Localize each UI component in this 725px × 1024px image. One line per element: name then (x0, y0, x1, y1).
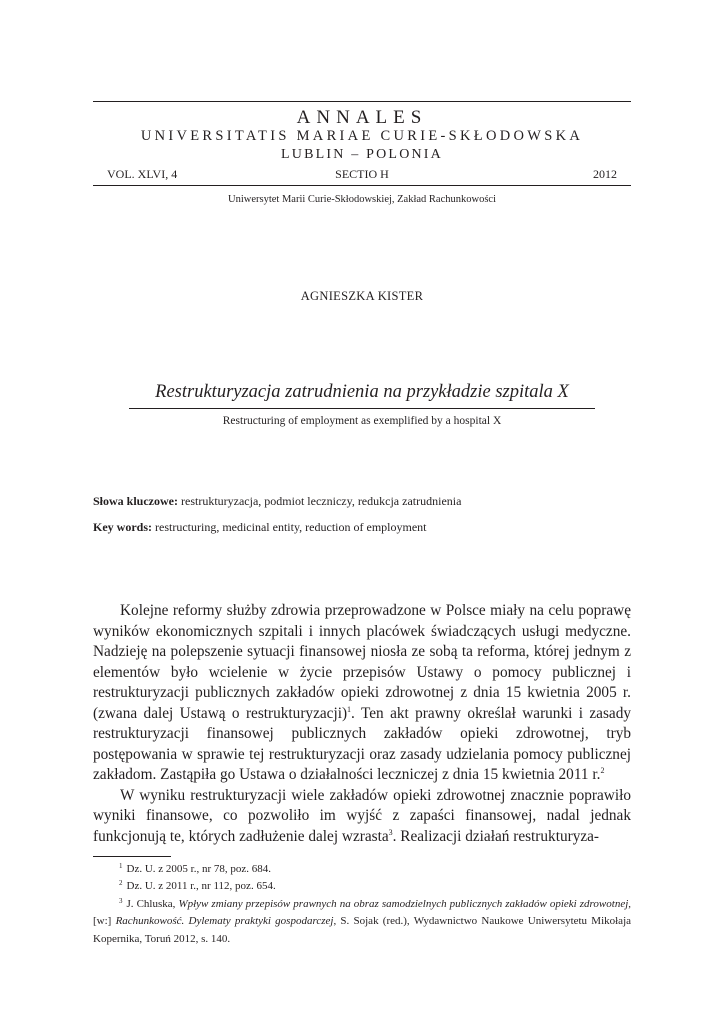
footnote-author: J. Chluska, (126, 897, 179, 910)
header-bottom-rule (93, 185, 631, 186)
footnote-text: , [w:] (93, 897, 632, 928)
body-text: . Realizacji działań restrukturyza- (392, 827, 600, 845)
keywords-polish-label: Słowa kluczowe: (93, 494, 178, 508)
journal-sectio: SECTIO H (335, 167, 389, 181)
footnote-text: Dz. U. z 2005 r., nr 78, poz. 684. (126, 863, 272, 875)
body-text: . Ten akt prawny określał warunki i zasady restrukturyzacji finansowej publicznych zakładów opieki zdrowotnej, tryb postępowania w sprawie tej restrukturyzacji oraz zasady udzielania pomocy publicznej zakładom. Zastąpiła go Ustawa o działalności leczniczej z dnia 15 kwietnia 2011 r. (93, 704, 631, 783)
footnote-rule (93, 856, 171, 857)
body-paragraph (93, 786, 631, 848)
footnote-text: , S. Sojak (red.), Wydawnictwo Naukowe Uniwersytetu Mikołaja Kopernika, Toruń 2012, s. 140. (93, 915, 632, 945)
author-name: AGNIESZKA KISTER (300, 289, 424, 303)
article-subtitle: Restructuring of employment as exemplified by a hospital X (222, 415, 502, 427)
article-body (93, 601, 631, 847)
footnote-2 (93, 878, 631, 895)
footnote-ref: 1 (347, 704, 352, 714)
keywords-polish (93, 493, 633, 509)
keywords-english-text: restructuring, medicinal entity, reduction of employment (152, 520, 427, 534)
article-title: Restrukturyzacja zatrudnienia na przykładzie szpitala X (155, 382, 569, 402)
title-rule (129, 408, 595, 409)
body-text: Kolejne reformy służby zdrowia przeprowadzone w Polsce miały na celu poprawę wyników ekonomicznych szpitali i innych placówek świadczących usługi medyczne. Nadzieję na polepszenie sytuacji finansowej niosła ze sobą ta reforma, której jednym z elementów było wcielenie w życie przepisów Ustawy o pomocy publicznej i restrukturyzacji publicznych zakładów opieki zdrowotnej z dnia 15 kwietnia 2005 r. (zwana dalej Ustawą o restrukturyzacji) (93, 602, 631, 722)
footnote-title: Wpływ zmiany przepisów prawnych na obraz samodzielnych publicznych zakładów opieki zdrowotnej (178, 897, 629, 910)
footnote-ref: 2 (600, 766, 605, 775)
author-affiliation: Uniwersytet Marii Curie-Skłodowskiej, Zakład Rachunkowości (228, 194, 496, 205)
footnote-number: 1 (119, 862, 123, 870)
body-paragraph (93, 601, 631, 786)
keywords-polish-text: restrukturyzacja, podmiot leczniczy, redukcja zatrudnienia (178, 494, 462, 508)
footnote-book: Rachunkowość. Dylematy praktyki gospodarczej (115, 915, 334, 928)
footnote-number: 3 (119, 896, 123, 905)
footnote-ref: 3 (388, 827, 393, 837)
footnote-text: Dz. U. z 2011 r., nr 112, poz. 654. (126, 880, 276, 893)
footnotes (93, 861, 631, 948)
body-text: W wyniku restrukturyzacji wiele zakładów opieki zdrowotnej znacznie poprawiło wyniki finansowe, co pozwoliło im wyjść z zapaści finansowej, nadal jednak funkcjonują te, których zadłużenie dalej wzrasta (93, 786, 631, 845)
journal-name: ANNALES (296, 107, 428, 128)
volume-row (93, 166, 631, 182)
footnote-1 (93, 861, 631, 878)
header-top-rule (93, 101, 631, 102)
footnote-3 (93, 896, 631, 948)
footnote-number: 2 (119, 879, 123, 888)
journal-volume: VOL. XLVI, 4 (107, 167, 178, 181)
journal-year: 2012 (593, 167, 617, 181)
journal-university: UNIVERSITATIS MARIAE CURIE-SKŁODOWSKA (140, 128, 584, 144)
keywords-english-label: Key words: (93, 520, 152, 534)
keywords-english (93, 519, 633, 535)
journal-city: LUBLIN – POLONIA (281, 147, 443, 162)
